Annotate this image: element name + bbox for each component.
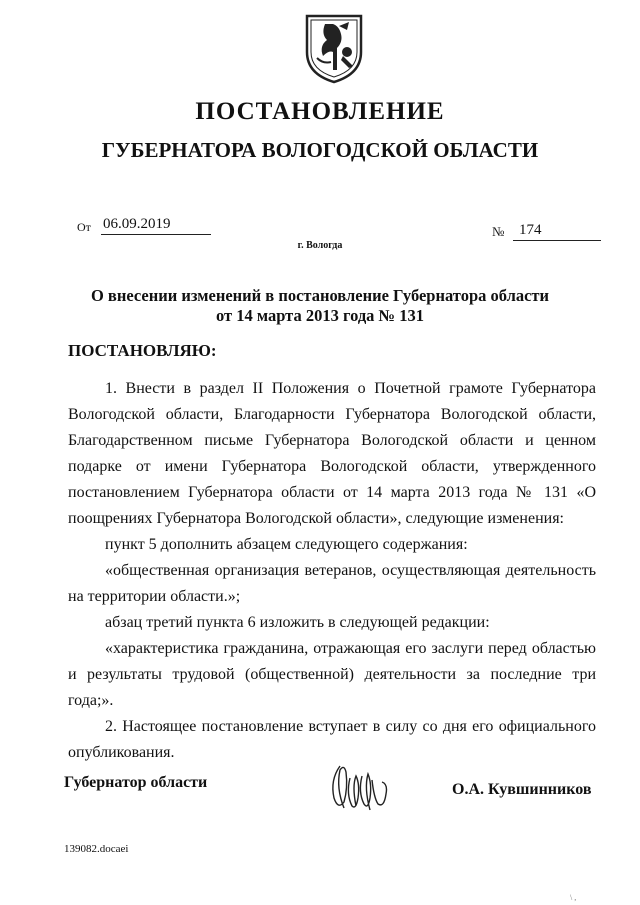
corner-mark: \ , xyxy=(570,893,577,902)
paragraph-1: 1. Внести в раздел II Положения о Почетной грамоте Губернатора Вологодской области, Благодарности Губернатора Вологодской области, Благодарственном письме Губернатора Вологодской области и ценном подарке от имени Губернатора Вологодской области, утвержденного постановлением Губернатора области от 14 марта 2013 года № 131 «О поощрениях Губернатора Вологодской области», следующие изменения: xyxy=(68,380,596,527)
paragraph-3: «общественная организация ветеранов, осуществляющая деятельность на территории области.»; xyxy=(68,562,596,605)
document-date: 06.09.2019 xyxy=(101,216,211,235)
paragraph-4: абзац третий пункта 6 изложить в следующей редакции: xyxy=(105,614,490,631)
document-number: 174 xyxy=(513,222,601,241)
document-city: г. Вологда xyxy=(297,240,343,251)
number-label: № xyxy=(492,224,505,239)
paragraph-5: «характеристика гражданина, отражающая его заслуги перед областью и результаты трудовой (общественной) деятельности за последние три года;». xyxy=(68,640,596,709)
paragraph-6: 2. Настоящее постановление вступает в силу со дня его официального опубликования. xyxy=(68,718,596,761)
date-label: От xyxy=(77,220,91,234)
subject-line-2: от 14 марта 2013 года № 131 xyxy=(215,306,425,325)
paragraph-2: пункт 5 дополнить абзацем следующего содержания: xyxy=(105,536,468,553)
document-title: ПОСТАНОВЛЕНИЕ xyxy=(195,98,445,125)
coat-of-arms-emblem xyxy=(303,12,365,84)
decree-heading: ПОСТАНОВЛЯЮ: xyxy=(68,341,217,360)
document-issuer: ГУБЕРНАТОРА ВОЛОГОДСКОЙ ОБЛАСТИ xyxy=(101,138,539,162)
subject-line-1: О внесении изменений в постановление Губернатора области xyxy=(90,286,550,305)
signatory-name: О.А. Кувшинников xyxy=(452,781,592,798)
document-body xyxy=(68,376,596,766)
document-subject xyxy=(0,286,640,326)
handwritten-signature xyxy=(326,758,392,816)
file-reference: 139082.docaei xyxy=(64,843,129,855)
signatory-position: Губернатор области xyxy=(64,774,208,791)
